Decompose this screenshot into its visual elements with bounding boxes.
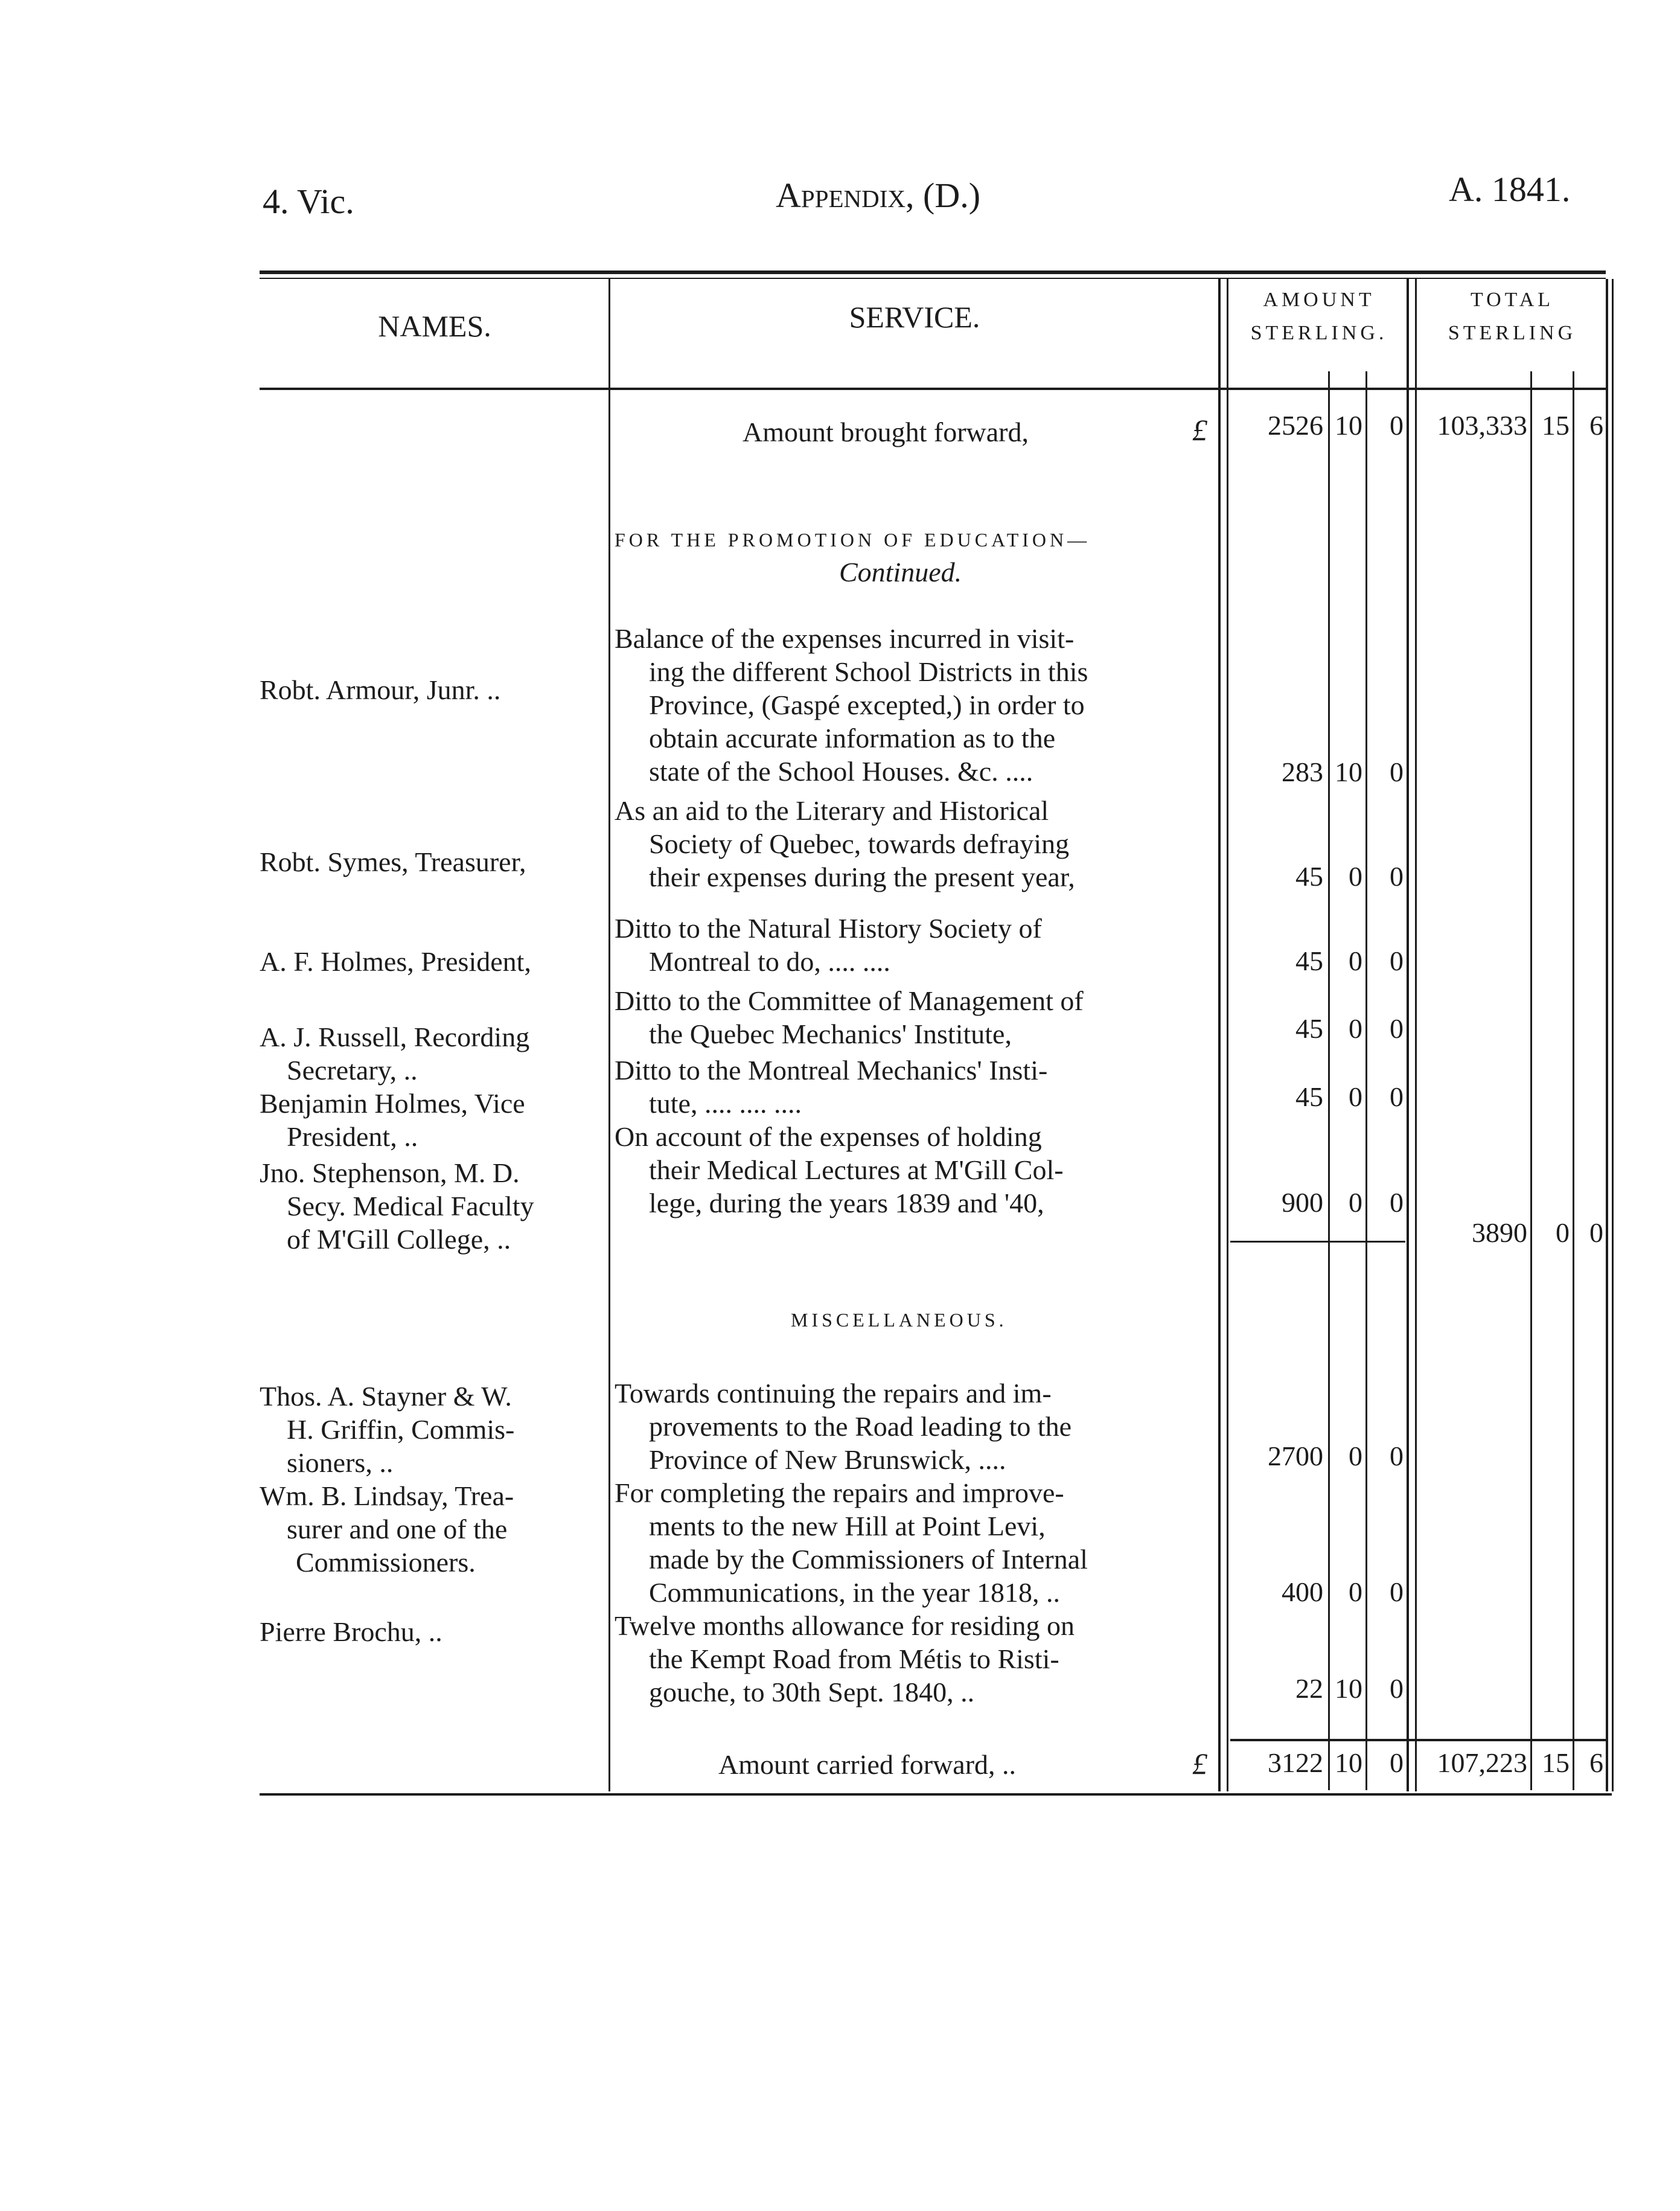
payee-name: President, .. [287,1121,418,1152]
amount-pounds: 45 [1295,1013,1323,1044]
amount-shillings: 10 [1335,757,1362,787]
service-line: ing the different School Districts in this [649,656,1088,687]
total-pounds: 3890 [1472,1217,1527,1248]
service-line: the Kempt Road from Métis to Risti- [649,1643,1059,1674]
service-line: lege, during the years 1839 and '40, [649,1188,1044,1218]
service-line: Ditto to the Committee of Management of [615,985,1084,1016]
section-heading-education: FOR THE PROMOTION OF EDUCATION— [615,529,1091,551]
payee-name: A. J. Russell, Recording [260,1022,530,1052]
service-line: ments to the new Hill at Point Levi, [649,1511,1046,1541]
col-header-service: SERVICE. [849,300,980,334]
amount-shillings: 0 [1349,1441,1362,1471]
service-line: For completing the repairs and improve- [615,1477,1064,1508]
service-line: Ditto to the Natural History Society of [615,913,1042,944]
payee-name: A. F. Holmes, President, [260,946,531,977]
payee-name: Jno. Stephenson, M. D. [260,1157,520,1188]
payee-name: sioners, .. [287,1447,394,1478]
payee-name: Secy. Medical Faculty [287,1191,534,1221]
amount-shillings: 10 [1335,1747,1362,1778]
total-pence: 0 [1589,1217,1603,1248]
col-header-total-line1: TOTAL [1470,289,1554,311]
pound-sign: £ [1192,413,1207,447]
amount-pence: 0 [1390,1013,1404,1044]
amount-pence: 0 [1390,1441,1404,1471]
col-header-amount-line1: AMOUNT [1263,289,1375,311]
amount-pence: 0 [1390,861,1404,892]
total-shillings: 15 [1542,410,1570,441]
amount-pounds: 400 [1282,1576,1323,1607]
payee-name: of M'Gill College, .. [287,1224,511,1255]
amount-pounds: 900 [1282,1187,1323,1218]
amount-shillings: 0 [1349,1576,1362,1607]
carried-forward-label: Amount carried forward, .. [718,1749,1017,1780]
payee-name: Commissioners. [296,1547,476,1578]
total-pounds: 107,223 [1437,1747,1527,1778]
service-line: Ditto to the Montreal Mechanics' Insti- [615,1055,1048,1086]
amount-pounds: 45 [1295,1081,1323,1112]
amount-pounds: 2526 [1268,410,1323,441]
amount-shillings: 0 [1349,1187,1362,1218]
service-line: As an aid to the Literary and Historical [615,795,1049,826]
amount-pounds: 283 [1282,757,1323,787]
service-line: Towards continuing the repairs and im- [615,1378,1052,1409]
service-line: Balance of the expenses incurred in visit- [615,623,1075,654]
amount-shillings: 0 [1349,1013,1362,1044]
header-right: A. 1841. [1449,170,1571,209]
amount-shillings: 0 [1349,946,1362,976]
amount-pounds: 3122 [1268,1747,1323,1778]
amount-pence: 0 [1390,410,1404,441]
service-line: tute, .... .... .... [649,1088,802,1119]
total-pence: 6 [1589,410,1603,441]
service-line: their Medical Lectures at M'Gill Col- [649,1154,1064,1185]
total-pence: 6 [1589,1747,1603,1778]
payee-name: Wm. B. Lindsay, Trea- [260,1480,514,1511]
service-line: state of the School Houses. &c. .... [649,756,1033,787]
payee-name: Robt. Armour, Junr. .. [260,674,501,705]
service-line: Twelve months allowance for residing on [615,1610,1075,1641]
pound-sign: £ [1192,1747,1207,1781]
amount-pence: 0 [1390,1081,1404,1112]
payee-name: Benjamin Holmes, Vice [260,1088,525,1119]
total-shillings: 15 [1542,1747,1570,1778]
service-line: Society of Quebec, towards defraying [649,828,1070,859]
amount-pence: 0 [1390,757,1404,787]
payee-name: Secretary, .. [287,1055,418,1086]
amount-pence: 0 [1390,946,1404,976]
amount-shillings: 0 [1349,861,1362,892]
total-pounds: 103,333 [1437,410,1527,441]
payee-name: surer and one of the [287,1514,508,1544]
header-center: Appendix, (D.) [776,176,981,215]
amount-shillings: 10 [1335,410,1362,441]
service-line: obtain accurate information as to the [649,723,1056,754]
brought-forward-label: Amount brought forward, [743,417,1029,447]
amount-shillings: 10 [1335,1673,1362,1704]
amount-pounds: 2700 [1268,1441,1323,1471]
service-line: Province of New Brunswick, .... [649,1444,1006,1475]
amount-pence: 0 [1390,1576,1404,1607]
amount-pence: 0 [1390,1747,1404,1778]
col-header-total-line2: STERLING [1448,322,1577,344]
payee-name: Robt. Symes, Treasurer, [260,846,526,877]
service-line: provements to the Road leading to the [649,1411,1072,1442]
amount-pounds: 22 [1295,1673,1323,1704]
service-line: gouche, to 30th Sept. 1840, .. [649,1677,975,1707]
section-heading-miscellaneous: MISCELLANEOUS. [791,1309,1008,1331]
service-line: Montreal to do, .... .... [649,946,890,977]
amount-pence: 0 [1390,1673,1404,1704]
payee-name: Pierre Brochu, .. [260,1616,442,1647]
service-line: On account of the expenses of holding [615,1121,1042,1152]
col-header-amount-line2: STERLING. [1250,322,1388,344]
service-line: Province, (Gaspé excepted,) in order to [649,690,1085,720]
service-line: the Quebec Mechanics' Institute, [649,1019,1012,1049]
service-line: their expenses during the present year, [649,862,1075,892]
payee-name: Thos. A. Stayner & W. [260,1381,512,1412]
amount-pounds: 45 [1295,861,1323,892]
section-heading-continued: Continued. [839,557,962,587]
amount-pence: 0 [1390,1187,1404,1218]
header-left: 4. Vic. [263,182,354,221]
service-line: Communications, in the year 1818, .. [649,1577,1060,1608]
col-header-names: NAMES. [378,309,491,343]
service-line: made by the Commissioners of Internal [649,1544,1088,1575]
amount-pounds: 45 [1295,946,1323,976]
total-shillings: 0 [1556,1217,1570,1248]
payee-name: H. Griffin, Commis- [287,1414,515,1445]
amount-shillings: 0 [1349,1081,1362,1112]
